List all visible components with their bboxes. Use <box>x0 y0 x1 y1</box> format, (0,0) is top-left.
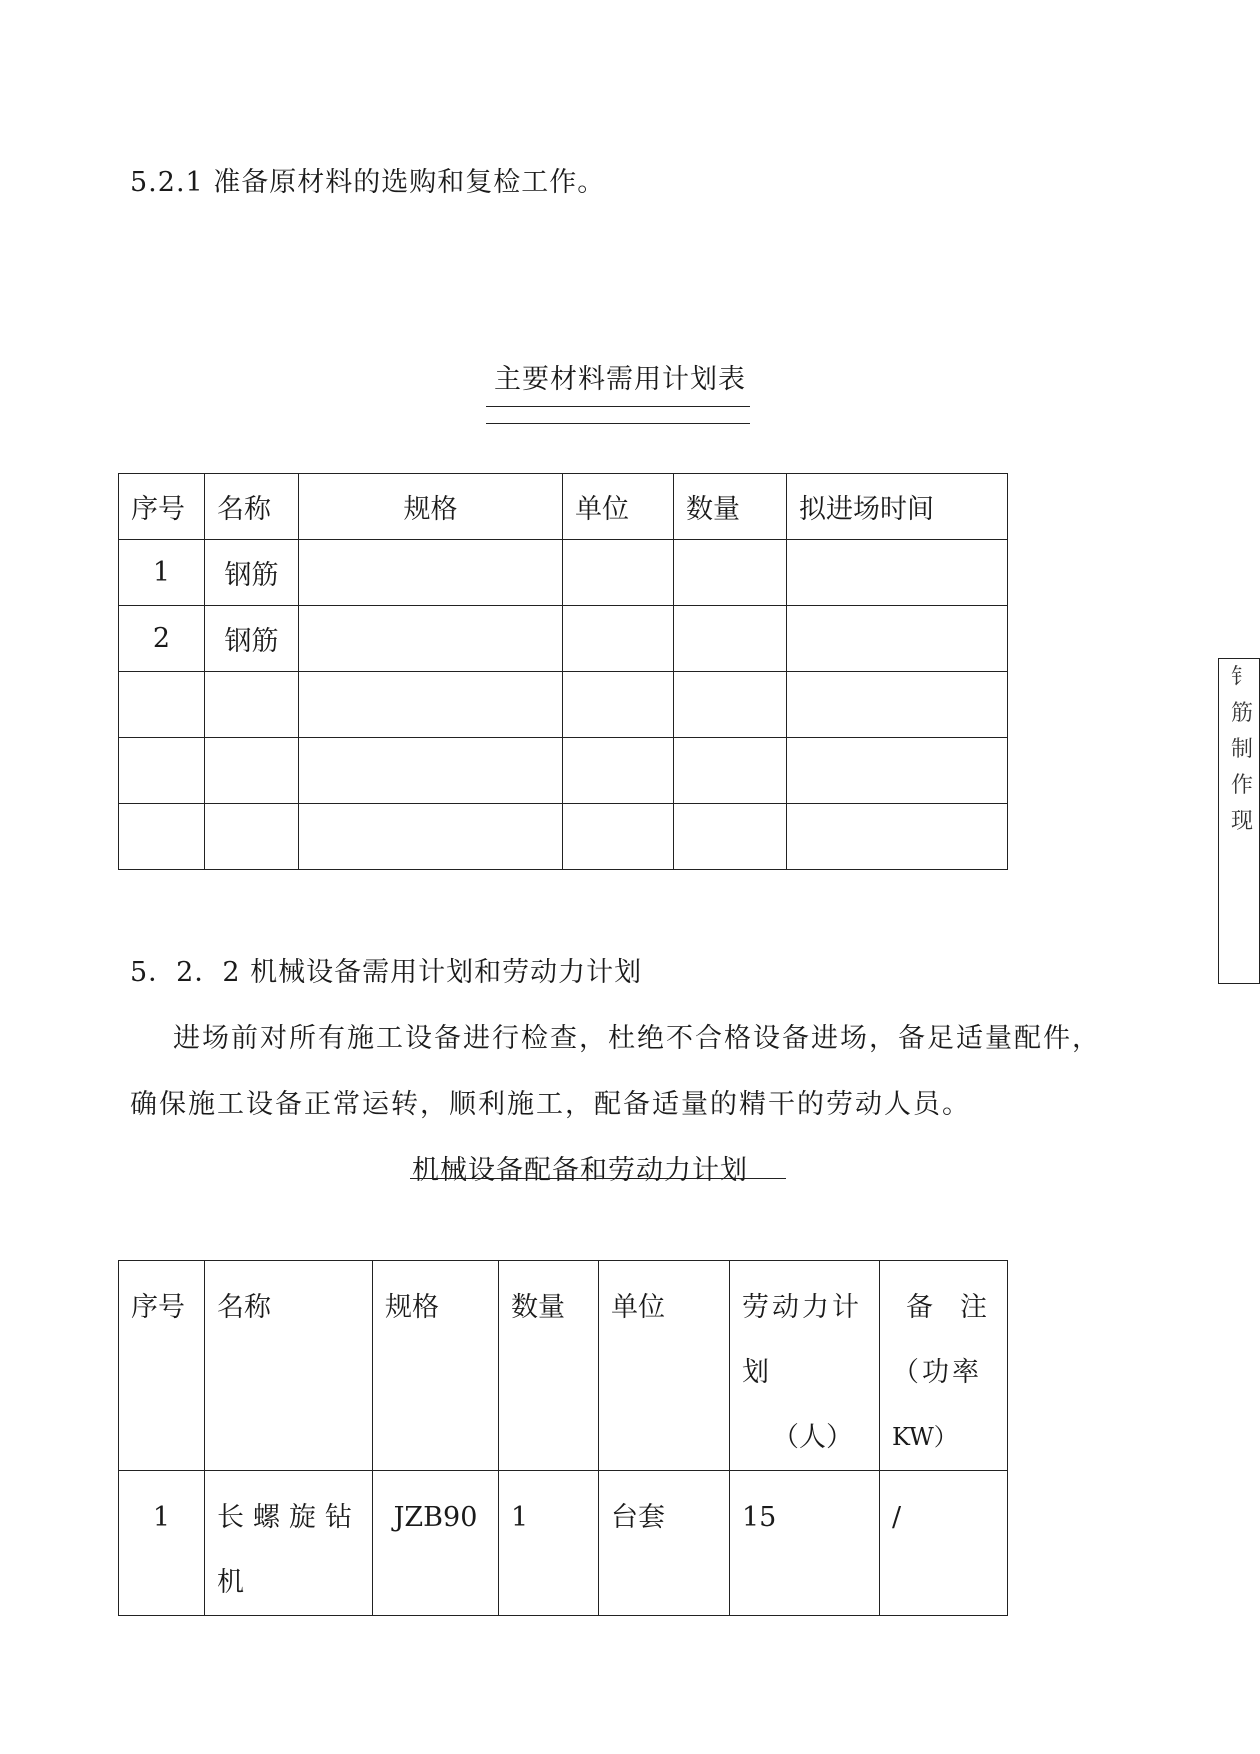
table-cell: 台套 <box>599 1471 730 1616</box>
side-note-box <box>1218 658 1260 984</box>
materials-header-row <box>119 474 1008 540</box>
table-cell <box>205 738 299 804</box>
table-cell: 1 <box>119 540 205 606</box>
table-cell: 1 <box>499 1471 599 1616</box>
table-cell <box>299 804 563 870</box>
header-cell: 序号 <box>119 474 205 540</box>
name-line-2: 机 <box>217 1567 244 1598</box>
paragraph-line-1: 进场前对所有施工设备进行检查，杜绝不合格设备进场，备足适量配件， <box>173 1023 1101 1054</box>
labor-header-line-1: 劳动力计 <box>742 1292 862 1323</box>
remark-header-line-2: （功率 <box>892 1357 982 1388</box>
table-cell: / <box>880 1471 1008 1616</box>
table-cell <box>205 672 299 738</box>
header-cell-labor <box>730 1261 880 1471</box>
table-row <box>119 804 1008 870</box>
table-cell <box>674 606 787 672</box>
table-cell <box>563 672 674 738</box>
remark-header-line-3: KW） <box>892 1423 958 1451</box>
table-cell <box>674 738 787 804</box>
header-cell: 规格 <box>299 474 563 540</box>
table-cell <box>119 672 205 738</box>
table-cell <box>563 606 674 672</box>
section-heading-5-2-2: 5．2．2 机械设备需用计划和劳动力计划 <box>130 957 643 988</box>
equipment-header-row <box>119 1261 1008 1471</box>
table-cell: 钢筋 <box>205 540 299 606</box>
table-cell: 钢筋 <box>205 606 299 672</box>
table-cell: 2 <box>119 606 205 672</box>
equipment-table <box>118 1260 1008 1616</box>
header-cell: 单位 <box>563 474 674 540</box>
table-row <box>119 540 1008 606</box>
table-cell <box>787 738 1008 804</box>
table-cell <box>674 804 787 870</box>
table-cell <box>787 804 1008 870</box>
side-note-char: 现 <box>1231 809 1254 834</box>
equipment-title-underline <box>410 1178 786 1179</box>
side-note-char: 筋 <box>1231 701 1254 726</box>
materials-table <box>118 473 1008 870</box>
name-line-1: 长螺旋钻 <box>217 1502 361 1533</box>
header-cell: 名称 <box>205 1261 373 1471</box>
table-row <box>119 738 1008 804</box>
side-note-char: 作 <box>1231 773 1254 798</box>
table-cell-name <box>205 1471 373 1616</box>
table-cell <box>674 672 787 738</box>
table-cell <box>787 606 1008 672</box>
paragraph-line-2: 确保施工设备正常运转，顺利施工，配备适量的精干的劳动人员。 <box>130 1089 971 1120</box>
header-cell-remark <box>880 1261 1008 1471</box>
table-cell: JZB90 <box>373 1471 499 1616</box>
side-note-char: 制 <box>1231 737 1254 762</box>
table-cell <box>674 540 787 606</box>
table-cell <box>563 540 674 606</box>
table-cell: 15 <box>730 1471 880 1616</box>
table-cell <box>563 738 674 804</box>
table-row <box>119 1471 1008 1616</box>
table-row <box>119 606 1008 672</box>
equipment-table-title: 机械设备配备和劳动力计划 <box>412 1155 748 1186</box>
table-cell <box>299 540 563 606</box>
header-cell: 数量 <box>674 474 787 540</box>
labor-header-line-3: （人） <box>772 1422 853 1453</box>
section-heading-5-2-1: 5.2.1 准备原材料的选购和复检工作。 <box>130 167 606 198</box>
table-cell <box>787 672 1008 738</box>
table-cell: 1 <box>119 1471 205 1616</box>
labor-header-line-2: 划 <box>742 1357 769 1388</box>
table-cell <box>205 804 299 870</box>
title-underline-bottom <box>486 423 750 424</box>
table-row <box>119 672 1008 738</box>
remark-header-line-1: 备 注 <box>906 1292 987 1323</box>
header-cell: 名称 <box>205 474 299 540</box>
table-cell <box>299 672 563 738</box>
header-cell: 数量 <box>499 1261 599 1471</box>
title-underline-top <box>486 406 750 407</box>
table-cell <box>563 804 674 870</box>
side-note-char: 钅 <box>1231 665 1254 690</box>
materials-table-title: 主要材料需用计划表 <box>494 364 746 395</box>
table-cell <box>299 606 563 672</box>
header-cell: 单位 <box>599 1261 730 1471</box>
table-cell <box>119 738 205 804</box>
header-cell: 规格 <box>373 1261 499 1471</box>
table-cell <box>299 738 563 804</box>
table-cell <box>119 804 205 870</box>
header-cell: 序号 <box>119 1261 205 1471</box>
header-cell: 拟进场时间 <box>787 474 1008 540</box>
table-cell <box>787 540 1008 606</box>
